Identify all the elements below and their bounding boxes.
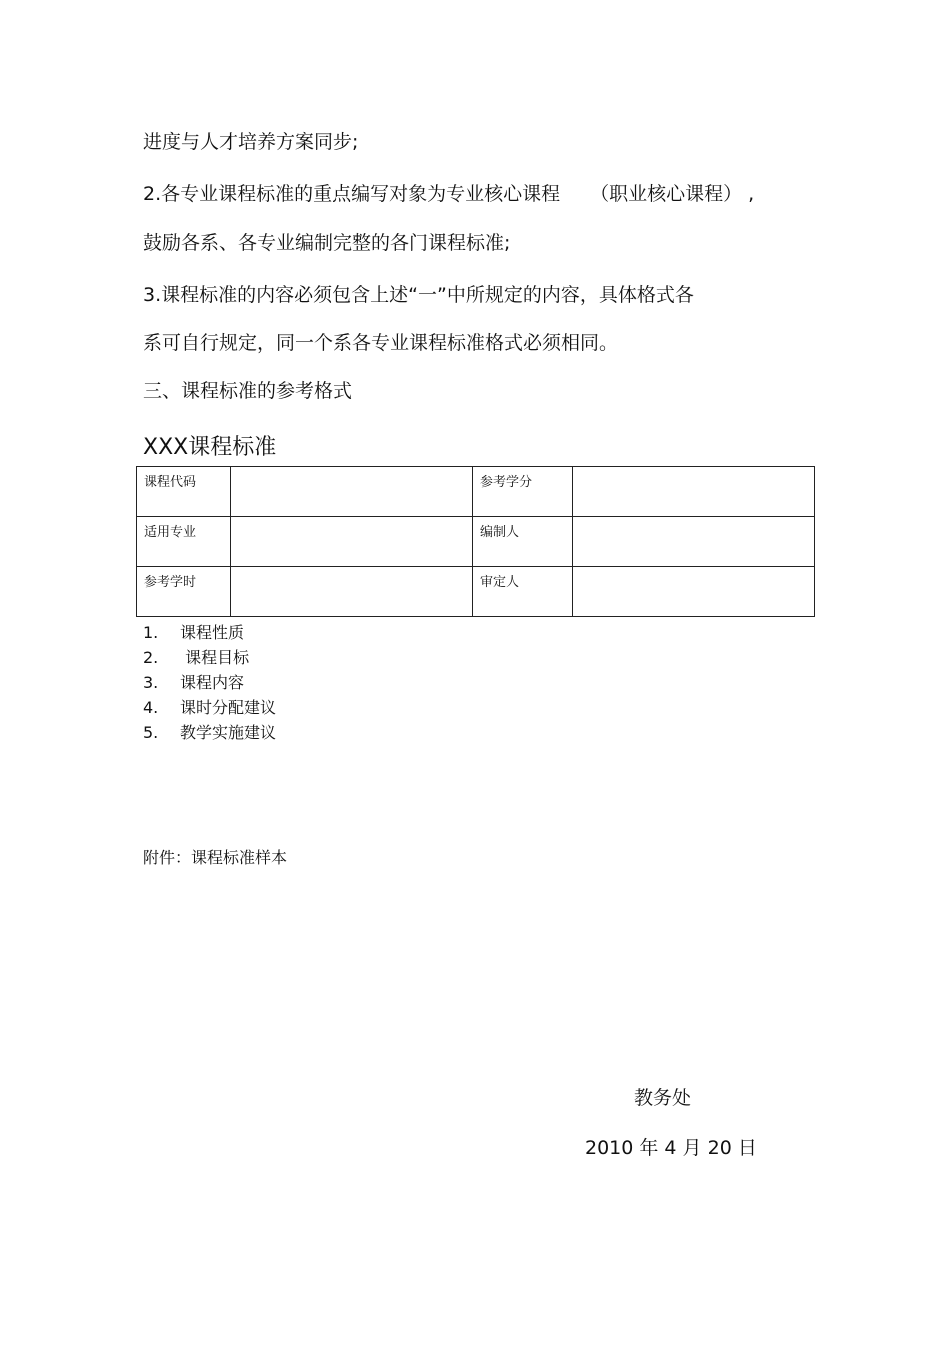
table-row: [137, 517, 815, 567]
list-item-number: 5.: [143, 723, 159, 742]
cell-label-applicable-major: 适用专业: [137, 517, 231, 567]
cell-label-reference-credits: 参考学分: [473, 467, 573, 517]
section-list: [143, 620, 276, 745]
list-item: [143, 645, 276, 670]
cell-value-course-code: [231, 467, 473, 517]
signature-date: 2010 年 4 月 20 日: [585, 1137, 757, 1159]
list-item-number: 1.: [143, 623, 159, 642]
section-heading-reference-format: 三、课程标准的参考格式: [143, 380, 353, 402]
table-row: [137, 467, 815, 517]
course-info-table: [136, 466, 815, 617]
cell-value-reference-hours: [231, 567, 473, 617]
cell-label-author: 编制人: [473, 517, 573, 567]
list-item: [143, 620, 276, 645]
cell-label-reference-hours: 参考学时: [137, 567, 231, 617]
list-item-text: 课时分配建议: [180, 698, 277, 717]
template-title: XXX课程标准: [143, 435, 277, 460]
list-item-text: 教学实施建议: [180, 723, 277, 742]
paragraph-line-2-paren: （职业核心课程） ,: [590, 183, 755, 205]
signature-office: 教务处: [634, 1087, 692, 1109]
list-item: [143, 720, 276, 745]
cell-value-author: [573, 517, 815, 567]
paragraph-line-2: [143, 182, 754, 206]
paragraph-line-4: 3.课程标准的内容必须包含上述“一”中所规定的内容，具体格式各: [143, 284, 694, 306]
cell-label-course-code: 课程代码: [137, 467, 231, 517]
paragraph-line-2-main: 2.各专业课程标准的重点编写对象为专业核心课程: [143, 183, 561, 205]
list-item: [143, 695, 276, 720]
list-item-number: 2.: [143, 648, 159, 667]
cell-value-reviewer: [573, 567, 815, 617]
cell-label-reviewer: 审定人: [473, 567, 573, 617]
paragraph-line-3: 鼓励各系、各专业编制完整的各门课程标准;: [143, 232, 511, 254]
table-row: [137, 567, 815, 617]
cell-value-applicable-major: [231, 517, 473, 567]
list-item-text: 课程内容: [180, 673, 245, 692]
paragraph-line-5: 系可自行规定，同一个系各专业课程标准格式必须相同。: [143, 332, 619, 354]
list-item-number: 3.: [143, 673, 159, 692]
attachment-note: 附件：课程标准样本: [143, 848, 288, 867]
list-item: [143, 670, 276, 695]
cell-value-reference-credits: [573, 467, 815, 517]
paragraph-line-1: 进度与人才培养方案同步;: [143, 131, 359, 153]
list-item-text: 课程目标: [180, 648, 250, 667]
list-item-number: 4.: [143, 698, 159, 717]
list-item-text: 课程性质: [180, 623, 245, 642]
